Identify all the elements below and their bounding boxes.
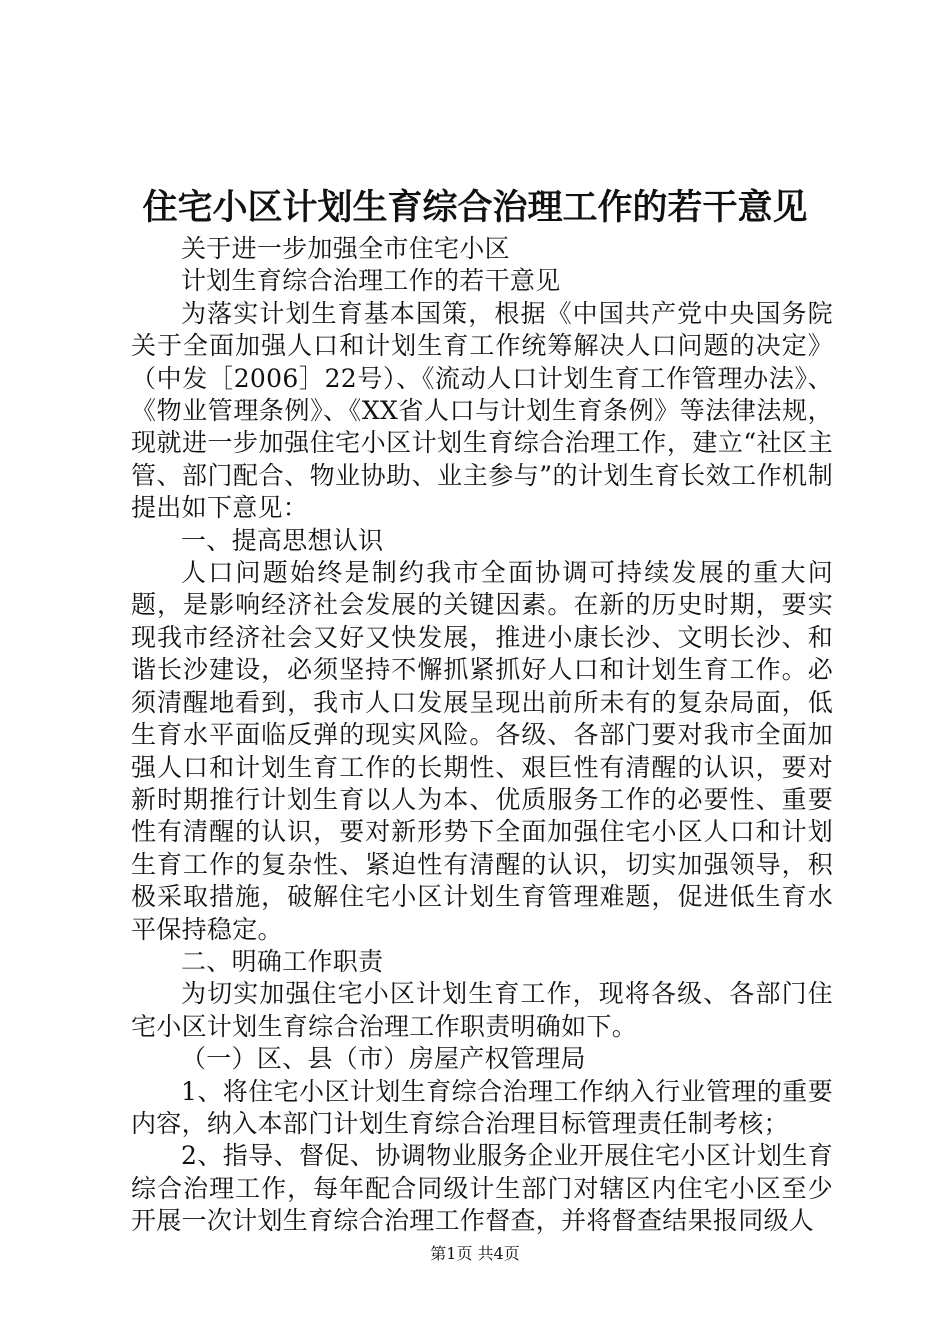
section-2-paragraph: 为切实加强住宅小区计划生育工作，现将各级、各部门住宅小区计划生育综合治理工作职责明确如下。	[131, 979, 833, 1041]
section-1-paragraph: 人口问题始终是制约我市全面协调可持续发展的重大问题，是影响经济社会发展的关键因素。在新的历史时期，要实现我市经济社会又好又快发展，推进小康长沙、文明长沙、和谐长沙建设，必须坚持不懈抓紧抓好人口和计划生育工作。必须清醒地看到，我市人口发展呈现出前所未有的复杂局面，低生育水平面临反弹的现实风险。各级、各部门要对我市全面加强人口和计划生育工作的长期性、艰巨性有清醒的认识，要对新时期推行计划生育以人为本、优质服务工作的必要性、重要性有清醒的认识，要对新形势下全面加强住宅小区人口和计划生育工作的复杂性、紧迫性有清醒的认识，切实加强领导，积极采取措施，破解住宅小区计划生育管理难题，促进低生育水平保持稳定。	[131, 558, 833, 944]
document-title: 住宅小区计划生育综合治理工作的若干意见	[142, 188, 808, 228]
duty-item-1: 1、将住宅小区计划生育综合治理工作纳入行业管理的重要内容，纳入本部门计划生育综合治理目标管理责任制考核；	[131, 1076, 833, 1138]
section-heading-2: 二、明确工作职责	[181, 946, 384, 976]
intro-paragraph: 为落实计划生育基本国策，根据《中国共产党中央国务院关于全面加强人口和计划生育工作统筹解决人口问题的决定》（中发［2006］22号）、《流动人口计划生育工作管理办法》、《物业管理条例》、《XX省人口与计划生育条例》等法律法规，现就进一步加强住宅小区计划生育综合治理工作，建立“社区主管、部门配合、物业协助、业主参与”的计划生育长效工作机制提出如下意见：	[131, 298, 833, 523]
page-footer: 第1页 共4页	[430, 1244, 520, 1263]
document-body	[131, 233, 833, 1238]
duty-item-2: 2、指导、督促、协调物业服务企业开展住宅小区计划生育综合治理工作，每年配合同级计生部门对辖区内住宅小区至少开展一次计划生育综合治理工作督查，并将督查结果报同级人	[131, 1141, 833, 1236]
section-heading-1: 一、提高思想认识	[181, 525, 384, 555]
subtitle-line-1: 关于进一步加强全市住宅小区	[181, 234, 510, 263]
subtitle-line-2: 计划生育综合治理工作的若干意见	[181, 266, 561, 296]
subsection-heading-1: （一）区、县（市）房屋产权管理局	[181, 1044, 586, 1074]
